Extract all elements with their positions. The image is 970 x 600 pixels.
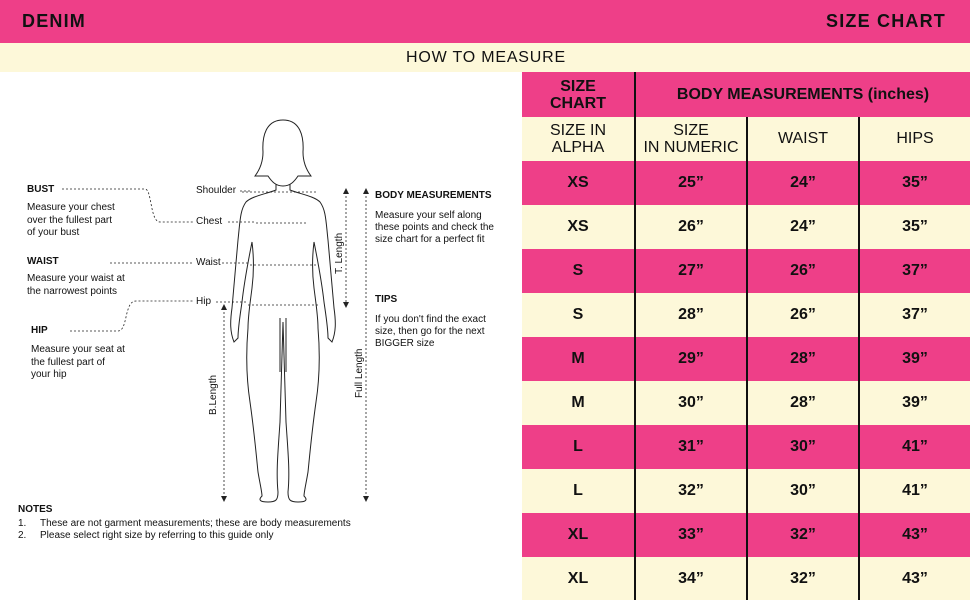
hips-cell: 41”: [902, 438, 928, 455]
body-text-line: Measure your self along: [375, 210, 482, 221]
hip-description: [31, 344, 125, 382]
hips-cell: 39”: [902, 350, 928, 367]
waist-cell: 26”: [790, 306, 816, 323]
size-numeric-cell: 30”: [678, 394, 704, 411]
note-item: [18, 518, 351, 530]
hip-text-line: Measure your seat at: [31, 344, 125, 355]
column-header-hips: HIPS: [896, 130, 934, 147]
header-line: IN NUMERIC: [643, 139, 739, 156]
waist-cell: 32”: [790, 570, 816, 587]
body-text-line: size chart for a perfect fit: [375, 234, 485, 245]
size-alpha-cell: XS: [567, 218, 589, 235]
notes-title: NOTES: [18, 504, 53, 515]
note-item: [18, 530, 351, 542]
size-numeric-cell: 32”: [678, 482, 704, 499]
header-line: SIZE IN: [549, 122, 606, 139]
waist-cell: 32”: [790, 526, 816, 543]
hip-text-line: the fullest part of: [31, 356, 105, 368]
size-numeric-cell: 25”: [678, 174, 704, 191]
bust-text-line: over the fullest part: [27, 214, 113, 226]
hips-cell: 41”: [902, 482, 928, 499]
size-alpha-cell: S: [572, 262, 584, 279]
size-numeric-cell: 31”: [678, 438, 704, 455]
waist-cell: 28”: [790, 350, 816, 367]
table-header-top: [522, 72, 970, 117]
hip-text-line: your hip: [31, 369, 67, 380]
tips-text-line: If you don't find the exact: [375, 314, 486, 325]
size-numeric-cell: 28”: [678, 306, 704, 323]
waist-cell: 30”: [790, 482, 816, 499]
size-numeric-cell: 27”: [678, 262, 704, 279]
note-text: Please select right size by referring to this guide only: [40, 530, 274, 541]
note-number: 2.: [18, 530, 27, 541]
waist-cell: 24”: [790, 174, 816, 191]
waist-title: WAIST: [27, 256, 59, 267]
brand-label: DENIM: [22, 11, 86, 31]
size-numeric-cell: 33”: [678, 526, 704, 543]
hips-cell: 43”: [902, 526, 928, 543]
waist-label: Waist: [196, 257, 221, 268]
tips-text-line: size, then go for the next: [375, 326, 485, 337]
bust-text-line: of your bust: [27, 227, 80, 238]
hips-cell: 37”: [902, 306, 928, 323]
note-text: These are not garment measurements; these are body measurements: [40, 518, 351, 529]
size-alpha-cell: M: [571, 394, 585, 411]
column-divider: [746, 117, 748, 600]
column-header-waist: WAIST: [777, 130, 829, 147]
b-length-label: B.Length: [208, 374, 219, 415]
size-numeric-cell: 29”: [678, 350, 704, 367]
hips-cell: 37”: [902, 262, 928, 279]
shoulder-label: Shoulder: [196, 185, 237, 196]
size-alpha-cell: XL: [567, 526, 589, 543]
body-measurements-description: [375, 210, 494, 246]
body-measurements-header: BODY MEASUREMENTS (inches): [676, 85, 930, 103]
hips-cell: 35”: [902, 218, 928, 235]
body-text-line: these points and check the: [375, 222, 494, 233]
column-divider: [634, 72, 636, 600]
waist-description: [27, 273, 125, 298]
tips-title: TIPS: [375, 294, 398, 305]
column-header-numeric: [636, 117, 746, 161]
top-banner: [0, 0, 970, 43]
size-alpha-cell: S: [572, 306, 584, 323]
tips-text-line: BIGGER size: [375, 338, 435, 349]
waist-cell: 30”: [790, 438, 816, 455]
header-line: CHART: [550, 94, 606, 112]
bust-title: BUST: [27, 184, 55, 195]
waist-text-line: the narrowest points: [27, 285, 118, 297]
hips-cell: 35”: [902, 174, 928, 191]
bust-description: [27, 202, 115, 240]
size-numeric-cell: 34”: [678, 570, 704, 587]
waist-cell: 26”: [790, 262, 816, 279]
size-alpha-cell: L: [573, 482, 583, 499]
bust-text-line: Measure your chest: [27, 202, 115, 213]
how-to-measure-bar: [0, 43, 970, 72]
hips-cell: 43”: [902, 570, 928, 587]
measurement-guide: [0, 72, 522, 600]
chest-label: Chest: [196, 216, 223, 227]
note-number: 1.: [18, 518, 27, 529]
body-measurements-title: BODY MEASUREMENTS: [375, 190, 492, 201]
hips-cell: 39”: [902, 394, 928, 411]
hip-title: HIP: [31, 325, 48, 336]
header-line: SIZE: [673, 122, 709, 139]
column-divider: [858, 117, 860, 600]
size-chart-header: [522, 72, 634, 117]
header-line: ALPHA: [551, 139, 605, 156]
page-title: SIZE CHART: [826, 11, 946, 31]
size-chart-table: [522, 72, 970, 600]
waist-cell: 24”: [790, 218, 816, 235]
header-line: SIZE: [560, 77, 596, 95]
waist-text-line: Measure your waist at: [27, 273, 125, 284]
size-alpha-cell: M: [571, 350, 585, 367]
full-length-label: Full Length: [354, 348, 365, 398]
tips-description: [375, 314, 486, 350]
waist-cell: 28”: [790, 394, 816, 411]
how-to-measure-title: HOW TO MEASURE: [406, 49, 566, 66]
notes-list: [18, 518, 351, 542]
size-alpha-cell: XS: [567, 174, 589, 191]
size-alpha-cell: L: [573, 438, 583, 455]
column-header-alpha: [522, 117, 634, 161]
size-alpha-cell: XL: [567, 570, 589, 587]
t-length-label: T. Length: [334, 232, 345, 274]
hip-label: Hip: [196, 296, 212, 307]
size-numeric-cell: 26”: [678, 218, 704, 235]
